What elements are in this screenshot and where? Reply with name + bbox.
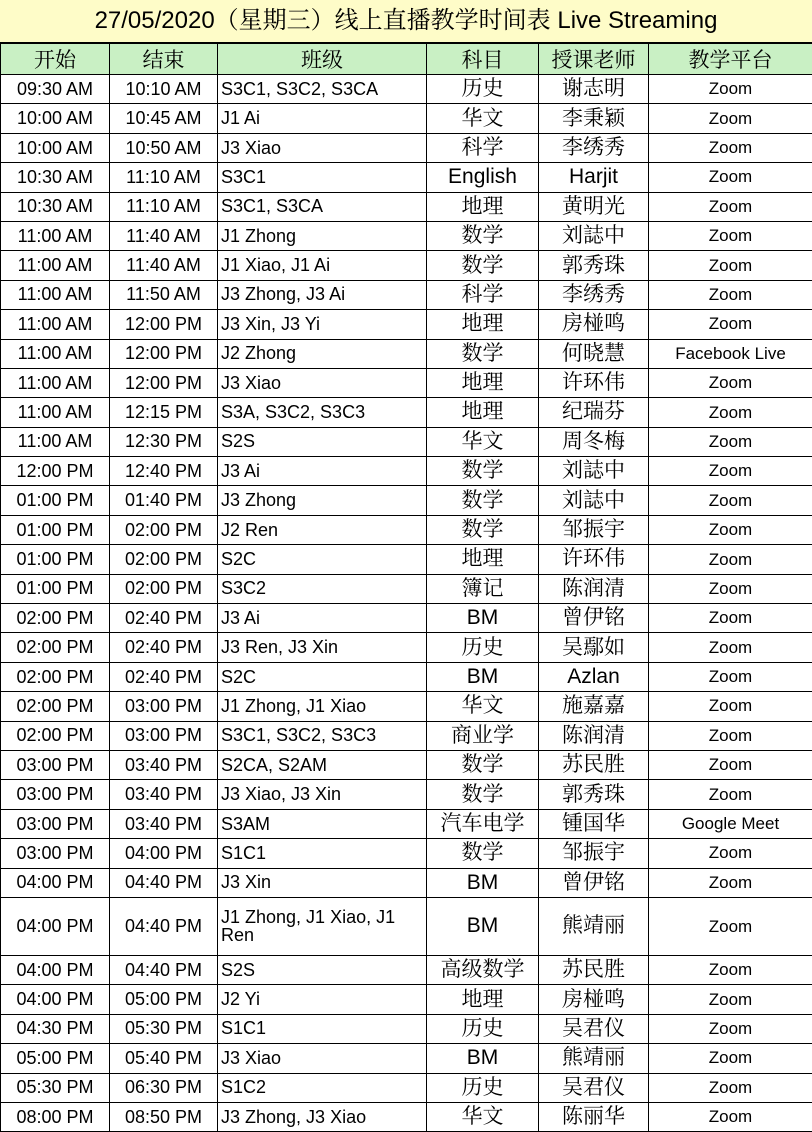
table-row [1,750,812,779]
platform-cell: Zoom [649,75,812,104]
table-row [1,251,812,280]
teacher-cell: 郭秀珠 [539,780,649,809]
table-row [1,692,812,721]
end-time-cell: 02:40 PM [110,604,218,633]
platform-cell: Zoom [649,221,812,250]
class-cell: S3A, S3C2, S3C3 [218,398,427,427]
teacher-cell: 房椪鸣 [539,985,649,1014]
start-time-cell: 04:00 PM [1,868,110,897]
start-time-cell: 02:00 PM [1,721,110,750]
start-time-cell: 01:00 PM [1,515,110,544]
start-time-cell: 10:30 AM [1,192,110,221]
subject-cell: 数学 [427,221,539,250]
table-row [1,427,812,456]
class-cell: S3C1, S3CA [218,192,427,221]
table-row [1,75,812,104]
end-time-cell: 02:00 PM [110,545,218,574]
subject-cell: 华文 [427,692,539,721]
teacher-cell: 吴鄢如 [539,633,649,662]
end-time-cell: 04:40 PM [110,955,218,984]
end-time-cell: 12:00 PM [110,339,218,368]
table-row [1,398,812,427]
end-time-cell: 11:40 AM [110,251,218,280]
subject-cell: 地理 [427,545,539,574]
table-row [1,662,812,691]
start-time-cell: 09:30 AM [1,75,110,104]
platform-cell: Zoom [649,955,812,984]
table-row [1,1014,812,1043]
subject-cell: BM [427,604,539,633]
table-row [1,457,812,486]
teacher-cell: 房椪鸣 [539,310,649,339]
teacher-cell: 许环伟 [539,368,649,397]
subject-cell: 簿记 [427,574,539,603]
teacher-cell: 邹振宇 [539,839,649,868]
start-time-cell: 10:30 AM [1,163,110,192]
end-time-cell: 12:40 PM [110,457,218,486]
class-cell: J3 Ai [218,604,427,633]
platform-cell: Zoom [649,192,812,221]
teacher-cell: 陈润清 [539,721,649,750]
class-cell: S1C2 [218,1073,427,1102]
teacher-cell: 施嘉嘉 [539,692,649,721]
teacher-cell: 黄明光 [539,192,649,221]
end-time-cell: 08:50 PM [110,1102,218,1131]
start-time-cell: 01:00 PM [1,545,110,574]
start-time-cell: 01:00 PM [1,574,110,603]
end-time-cell: 03:40 PM [110,809,218,838]
table-row [1,868,812,897]
header-platform: 教学平台 [649,44,812,75]
end-time-cell: 03:00 PM [110,721,218,750]
table-row [1,368,812,397]
start-time-cell: 11:00 AM [1,280,110,309]
table-row [1,221,812,250]
header-end: 结束 [110,44,218,75]
platform-cell: Zoom [649,839,812,868]
platform-cell: Zoom [649,427,812,456]
header-subject: 科目 [427,44,539,75]
teacher-cell: 何晓慧 [539,339,649,368]
subject-cell: 数学 [427,515,539,544]
platform-cell: Zoom [649,515,812,544]
class-cell: J1 Zhong, J1 Xiao, J1 Ren [218,897,427,955]
subject-cell: 数学 [427,750,539,779]
class-cell: J3 Zhong [218,486,427,515]
end-time-cell: 04:40 PM [110,897,218,955]
platform-cell: Zoom [649,1014,812,1043]
subject-cell: BM [427,897,539,955]
class-cell: J3 Xiao, J3 Xin [218,780,427,809]
end-time-cell: 02:40 PM [110,633,218,662]
platform-cell: Zoom [649,486,812,515]
start-time-cell: 11:00 AM [1,251,110,280]
platform-cell: Zoom [649,1102,812,1131]
subject-cell: BM [427,868,539,897]
end-time-cell: 10:50 AM [110,133,218,162]
class-cell: J3 Zhong, J3 Xiao [218,1102,427,1131]
end-time-cell: 02:00 PM [110,515,218,544]
header-start: 开始 [1,44,110,75]
table-row [1,633,812,662]
teacher-cell: 纪瑞芬 [539,398,649,427]
teacher-cell: 陈丽华 [539,1102,649,1131]
start-time-cell: 05:00 PM [1,1044,110,1073]
platform-cell: Zoom [649,310,812,339]
platform-cell: Zoom [649,251,812,280]
class-cell: J2 Ren [218,515,427,544]
platform-cell: Zoom [649,721,812,750]
table-row [1,1044,812,1073]
platform-cell: Zoom [649,633,812,662]
table-row [1,545,812,574]
teacher-cell: 刘誌中 [539,457,649,486]
start-time-cell: 03:00 PM [1,780,110,809]
start-time-cell: 11:00 AM [1,398,110,427]
subject-cell: 汽车电学 [427,809,539,838]
start-time-cell: 10:00 AM [1,104,110,133]
class-cell: J3 Xin [218,868,427,897]
platform-cell: Zoom [649,545,812,574]
end-time-cell: 02:40 PM [110,662,218,691]
end-time-cell: 02:00 PM [110,574,218,603]
table-row [1,721,812,750]
class-cell: S2C [218,545,427,574]
table-row [1,163,812,192]
end-time-cell: 03:00 PM [110,692,218,721]
teacher-cell: 吴君仪 [539,1014,649,1043]
start-time-cell: 12:00 PM [1,457,110,486]
subject-cell: 地理 [427,310,539,339]
teacher-cell: 刘誌中 [539,486,649,515]
teacher-cell: 熊靖丽 [539,1044,649,1073]
start-time-cell: 11:00 AM [1,221,110,250]
subject-cell: BM [427,1044,539,1073]
platform-cell: Zoom [649,604,812,633]
class-cell: S3AM [218,809,427,838]
class-cell: S3C2 [218,574,427,603]
start-time-cell: 04:30 PM [1,1014,110,1043]
start-time-cell: 04:00 PM [1,897,110,955]
class-cell: J3 Ren, J3 Xin [218,633,427,662]
end-time-cell: 03:40 PM [110,780,218,809]
start-time-cell: 11:00 AM [1,310,110,339]
platform-cell: Zoom [649,133,812,162]
table-row [1,133,812,162]
start-time-cell: 03:00 PM [1,839,110,868]
end-time-cell: 10:45 AM [110,104,218,133]
platform-cell: Zoom [649,368,812,397]
subject-cell: English [427,163,539,192]
class-cell: J3 Xin, J3 Yi [218,310,427,339]
subject-cell: 地理 [427,192,539,221]
teacher-cell: 苏民胜 [539,750,649,779]
subject-cell: 数学 [427,486,539,515]
table-row [1,192,812,221]
schedule-table [0,43,812,1132]
table-row [1,809,812,838]
class-cell: J1 Zhong [218,221,427,250]
subject-cell: 华文 [427,104,539,133]
subject-cell: 科学 [427,133,539,162]
platform-cell: Zoom [649,398,812,427]
class-cell: J1 Ai [218,104,427,133]
table-row [1,515,812,544]
class-cell: J3 Zhong, J3 Ai [218,280,427,309]
start-time-cell: 02:00 PM [1,604,110,633]
end-time-cell: 05:30 PM [110,1014,218,1043]
end-time-cell: 04:00 PM [110,839,218,868]
start-time-cell: 01:00 PM [1,486,110,515]
end-time-cell: 12:00 PM [110,310,218,339]
table-row [1,985,812,1014]
start-time-cell: 11:00 AM [1,368,110,397]
platform-cell: Zoom [649,780,812,809]
start-time-cell: 04:00 PM [1,955,110,984]
start-time-cell: 02:00 PM [1,662,110,691]
class-cell: S3C1 [218,163,427,192]
subject-cell: 数学 [427,839,539,868]
teacher-cell: 曾伊铭 [539,604,649,633]
table-row [1,1102,812,1131]
page-title: 27/05/2020（星期三）线上直播教学时间表 Live Streaming [0,0,812,43]
platform-cell: Zoom [649,1044,812,1073]
teacher-cell: 邹振宇 [539,515,649,544]
table-row [1,574,812,603]
subject-cell: 高级数学 [427,955,539,984]
class-cell: S3C1, S3C2, S3C3 [218,721,427,750]
end-time-cell: 11:50 AM [110,280,218,309]
start-time-cell: 11:00 AM [1,427,110,456]
platform-cell: Zoom [649,1073,812,1102]
teacher-cell: 苏民胜 [539,955,649,984]
teacher-cell: 谢志明 [539,75,649,104]
start-time-cell: 04:00 PM [1,985,110,1014]
platform-cell: Zoom [649,574,812,603]
table-row [1,310,812,339]
platform-cell: Zoom [649,163,812,192]
subject-cell: 华文 [427,1102,539,1131]
platform-cell: Zoom [649,750,812,779]
subject-cell: 历史 [427,1014,539,1043]
schedule-body [1,75,812,1132]
class-cell: J3 Xiao [218,368,427,397]
teacher-cell: 吴君仪 [539,1073,649,1102]
subject-cell: 数学 [427,780,539,809]
table-row [1,780,812,809]
class-cell: J1 Xiao, J1 Ai [218,251,427,280]
class-cell: S2C [218,662,427,691]
teacher-cell: 郭秀珠 [539,251,649,280]
class-cell: S2S [218,955,427,984]
end-time-cell: 05:40 PM [110,1044,218,1073]
table-row [1,1073,812,1102]
subject-cell: 商业学 [427,721,539,750]
start-time-cell: 03:00 PM [1,809,110,838]
start-time-cell: 08:00 PM [1,1102,110,1131]
end-time-cell: 06:30 PM [110,1073,218,1102]
teacher-cell: 刘誌中 [539,221,649,250]
subject-cell: 地理 [427,985,539,1014]
header-teacher: 授课老师 [539,44,649,75]
start-time-cell: 03:00 PM [1,750,110,779]
teacher-cell: 李秉颖 [539,104,649,133]
table-row [1,486,812,515]
subject-cell: 地理 [427,368,539,397]
subject-cell: 历史 [427,1073,539,1102]
end-time-cell: 11:40 AM [110,221,218,250]
table-row [1,897,812,955]
table-row [1,604,812,633]
class-cell: S2CA, S2AM [218,750,427,779]
teacher-cell: 周冬梅 [539,427,649,456]
teacher-cell: 李绣秀 [539,133,649,162]
end-time-cell: 12:00 PM [110,368,218,397]
end-time-cell: 12:30 PM [110,427,218,456]
teacher-cell: 李绣秀 [539,280,649,309]
teacher-cell: 锺国华 [539,809,649,838]
end-time-cell: 05:00 PM [110,985,218,1014]
start-time-cell: 11:00 AM [1,339,110,368]
class-cell: S1C1 [218,839,427,868]
subject-cell: 科学 [427,280,539,309]
table-row [1,955,812,984]
class-cell: S1C1 [218,1014,427,1043]
table-row [1,339,812,368]
class-cell: J1 Zhong, J1 Xiao [218,692,427,721]
header-row [1,44,812,75]
platform-cell: Zoom [649,897,812,955]
subject-cell: BM [427,662,539,691]
platform-cell: Zoom [649,985,812,1014]
subject-cell: 历史 [427,633,539,662]
platform-cell: Zoom [649,868,812,897]
subject-cell: 历史 [427,75,539,104]
table-row [1,104,812,133]
platform-cell: Facebook Live [649,339,812,368]
subject-cell: 地理 [427,398,539,427]
teacher-cell: Harjit [539,163,649,192]
platform-cell: Zoom [649,662,812,691]
teacher-cell: 曾伊铭 [539,868,649,897]
start-time-cell: 10:00 AM [1,133,110,162]
header-class: 班级 [218,44,427,75]
class-cell: J2 Yi [218,985,427,1014]
teacher-cell: 许环伟 [539,545,649,574]
end-time-cell: 03:40 PM [110,750,218,779]
end-time-cell: 04:40 PM [110,868,218,897]
subject-cell: 华文 [427,427,539,456]
table-row [1,839,812,868]
platform-cell: Zoom [649,692,812,721]
class-cell: J2 Zhong [218,339,427,368]
platform-cell: Google Meet [649,809,812,838]
end-time-cell: 12:15 PM [110,398,218,427]
end-time-cell: 11:10 AM [110,192,218,221]
teacher-cell: 陈润清 [539,574,649,603]
platform-cell: Zoom [649,280,812,309]
end-time-cell: 10:10 AM [110,75,218,104]
platform-cell: Zoom [649,104,812,133]
start-time-cell: 05:30 PM [1,1073,110,1102]
end-time-cell: 01:40 PM [110,486,218,515]
class-cell: S2S [218,427,427,456]
start-time-cell: 02:00 PM [1,633,110,662]
subject-cell: 数学 [427,339,539,368]
class-cell: S3C1, S3C2, S3CA [218,75,427,104]
teacher-cell: 熊靖丽 [539,897,649,955]
subject-cell: 数学 [427,251,539,280]
subject-cell: 数学 [427,457,539,486]
end-time-cell: 11:10 AM [110,163,218,192]
table-row [1,280,812,309]
class-cell: J3 Xiao [218,1044,427,1073]
class-cell: J3 Xiao [218,133,427,162]
start-time-cell: 02:00 PM [1,692,110,721]
platform-cell: Zoom [649,457,812,486]
class-cell: J3 Ai [218,457,427,486]
teacher-cell: Azlan [539,662,649,691]
